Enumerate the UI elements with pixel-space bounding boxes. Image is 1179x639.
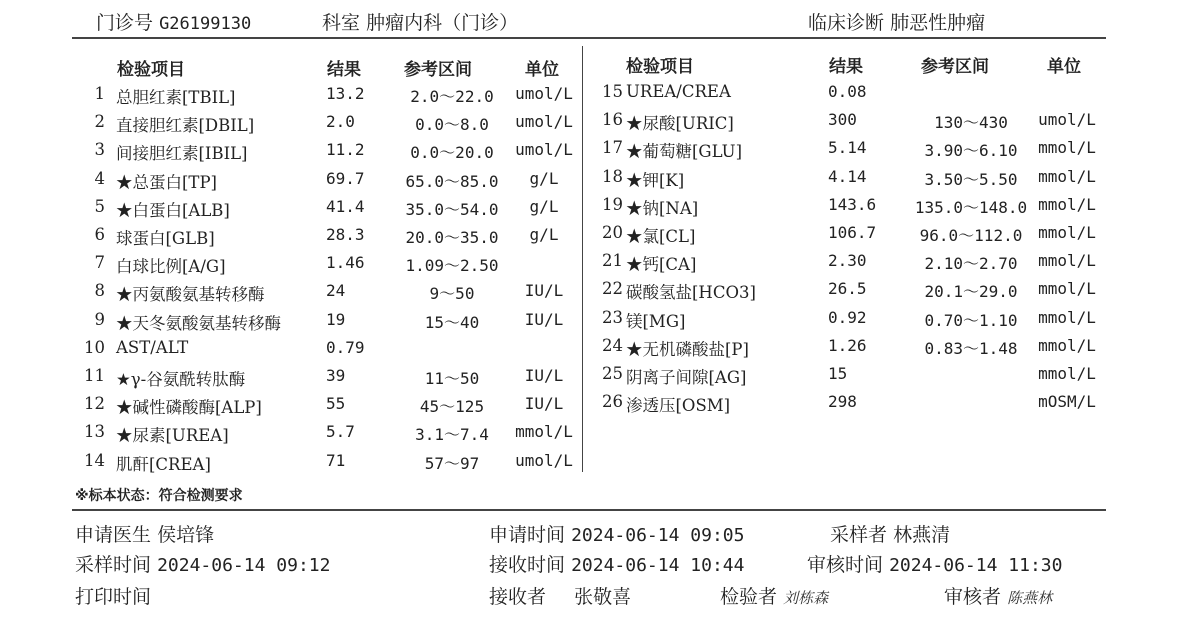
cell-unit: mmol/L <box>1038 138 1096 158</box>
clinic-number <box>96 8 251 35</box>
department <box>322 8 518 35</box>
cell-result: 1.46 <box>326 253 365 273</box>
request-time-label: 申请时间 <box>489 524 566 546</box>
cell-result: 19 <box>326 309 346 329</box>
cell-name: ★白蛋白[ALB] <box>116 200 230 220</box>
left-header-unit: 单位 <box>525 60 559 80</box>
clinical-diagnosis-label: 临床诊断 <box>808 12 885 34</box>
cell-name: 总胆红素[TBIL] <box>116 88 236 107</box>
cell-result: 55 <box>326 394 346 414</box>
cell-name: ★尿酸[URIC] <box>626 114 734 134</box>
cell-result: 298 <box>828 392 857 412</box>
cell-name: ★γ-谷氨酰转肽酶 <box>116 370 246 389</box>
cell-unit: mmol/L <box>1038 307 1096 327</box>
cell-result: 71 <box>326 450 346 470</box>
cell-unit: mmol/L <box>1038 223 1096 242</box>
clinical-diagnosis <box>808 8 985 35</box>
cell-unit: IU/L <box>524 394 564 414</box>
header-rule <box>72 37 1106 39</box>
cell-result: 15 <box>828 364 848 383</box>
left-header-range: 参考区间 <box>404 60 472 80</box>
cell-result: 2.30 <box>828 251 867 271</box>
receiver <box>489 582 631 609</box>
cell-result: 2.0 <box>326 112 355 132</box>
tester-label: 检验者 <box>720 586 778 608</box>
cell-name: ★钠[NA] <box>626 198 699 218</box>
sampler-value: 林燕清 <box>893 524 951 546</box>
cell-no: 19 <box>602 194 623 214</box>
receiver-value: 张敬喜 <box>574 586 632 608</box>
cell-name: 间接胆红素[IBIL] <box>116 144 248 164</box>
right-header-range: 参考区间 <box>921 57 989 77</box>
cell-range: 0.83～1.48 <box>924 338 1018 358</box>
cell-result: 300 <box>828 110 857 130</box>
cell-range: 15～40 <box>424 312 480 332</box>
cell-unit: IU/L <box>524 366 564 385</box>
cell-unit: mOSM/L <box>1038 392 1096 412</box>
cell-no: 1 <box>94 84 105 103</box>
cell-name: 白球比例[A/G] <box>116 257 226 277</box>
audit-time-label: 审核时间 <box>807 554 884 576</box>
cell-unit: mmol/L <box>1038 279 1096 299</box>
cell-no: 9 <box>94 309 105 329</box>
right-header-unit: 单位 <box>1047 57 1081 77</box>
cell-range: 20.0～35.0 <box>405 228 499 247</box>
cell-result: 69.7 <box>326 168 365 188</box>
sampling-time-value: 2024-06-14 09:12 <box>157 555 331 576</box>
cell-no: 6 <box>94 225 105 244</box>
cell-unit: mmol/L <box>1038 251 1096 271</box>
cell-unit: IU/L <box>524 309 564 329</box>
cell-result: 0.92 <box>828 307 867 327</box>
cell-range: 130～430 <box>934 113 1008 133</box>
cell-name: ★尿素[UREA] <box>116 426 229 446</box>
specimen-status-note: ※标本状态：符合检测要求 <box>75 488 243 504</box>
cell-unit: mmol/L <box>1038 335 1096 355</box>
cell-result: 5.7 <box>326 422 355 442</box>
receive-time-label: 接收时间 <box>489 554 566 576</box>
cell-result: 26.5 <box>828 279 867 299</box>
cell-range: 96.0～112.0 <box>919 226 1023 245</box>
cell-name: AST/ALT <box>116 337 189 357</box>
cell-name: ★总蛋白[TP] <box>116 172 217 192</box>
cell-range: 2.0～22.0 <box>410 87 494 106</box>
cell-no: 18 <box>602 166 623 186</box>
cell-range: 45～125 <box>419 397 485 417</box>
cell-name: 直接胆红素[DBIL] <box>116 116 255 136</box>
cell-name: ★无机磷酸盐[P] <box>626 339 749 359</box>
cell-no: 5 <box>94 196 105 216</box>
sampling-time-label: 采样时间 <box>75 554 152 576</box>
department-value: 肿瘤内科（门诊） <box>366 12 519 34</box>
cell-name: ★钾[K] <box>626 170 685 190</box>
cell-result: 39 <box>326 366 346 385</box>
cell-range: 135.0～148.0 <box>914 197 1028 217</box>
cell-range: 0.0～8.0 <box>415 115 489 135</box>
table-divider <box>582 46 583 472</box>
cell-no: 2 <box>94 112 105 132</box>
requesting-doctor-label: 申请医生 <box>75 524 152 546</box>
receiver-label: 接收者 <box>489 586 547 608</box>
cell-no: 12 <box>84 394 105 414</box>
cell-name: 碳酸氢盐[HCO3] <box>626 283 756 303</box>
auditor-label: 审核者 <box>944 586 1002 608</box>
right-header-item: 检验项目 <box>626 57 694 77</box>
cell-name: 镁[MG] <box>626 311 686 331</box>
cell-result: 13.2 <box>326 84 365 103</box>
cell-name: ★丙氨酸氨基转移酶 <box>116 285 265 305</box>
cell-range: 0.70～1.10 <box>924 310 1018 330</box>
audit-time-value: 2024-06-14 11:30 <box>889 555 1063 576</box>
cell-no: 7 <box>94 253 105 273</box>
cell-result: 41.4 <box>326 196 365 216</box>
cell-range: 35.0～54.0 <box>405 199 499 219</box>
request-time <box>489 520 744 547</box>
cell-name: ★钙[CA] <box>626 255 697 275</box>
cell-no: 22 <box>602 279 623 299</box>
receive-time <box>489 550 744 577</box>
cell-name: ★天冬氨酸氨基转移酶 <box>116 313 281 333</box>
cell-range: 57～97 <box>424 453 480 473</box>
cell-unit: umol/L <box>515 140 573 160</box>
cell-no: 17 <box>602 138 623 158</box>
tester <box>720 582 828 609</box>
cell-unit: g/L <box>529 225 559 244</box>
cell-unit: IU/L <box>524 281 564 301</box>
cell-range: 3.50～5.50 <box>924 169 1018 189</box>
cell-no: 8 <box>94 281 105 301</box>
auditor <box>944 582 1052 609</box>
cell-no: 23 <box>602 307 623 327</box>
requesting-doctor <box>75 520 214 547</box>
cell-no: 21 <box>602 251 623 271</box>
cell-unit: umol/L <box>515 84 573 103</box>
cell-result: 5.14 <box>828 138 867 158</box>
cell-unit: g/L <box>529 168 559 188</box>
cell-result: 4.14 <box>828 166 867 186</box>
cell-no: 11 <box>84 366 105 385</box>
tester-signature: 刘栋森 <box>783 589 829 607</box>
auditor-signature: 陈燕林 <box>1007 589 1053 607</box>
audit-time <box>807 550 1062 577</box>
sampler <box>830 520 950 547</box>
cell-unit: g/L <box>529 196 559 216</box>
cell-no: 4 <box>94 168 105 188</box>
left-header-result: 结果 <box>327 60 361 80</box>
cell-result: 0.79 <box>326 337 365 357</box>
cell-no: 15 <box>602 82 623 101</box>
cell-result: 1.26 <box>828 335 867 355</box>
cell-range: 20.1～29.0 <box>924 282 1018 302</box>
cell-result: 28.3 <box>326 225 365 244</box>
right-header-result: 结果 <box>829 57 863 77</box>
clinic-number-label: 门诊号 <box>96 12 154 34</box>
cell-result: 143.6 <box>828 194 877 214</box>
cell-range: 1.09～2.50 <box>405 256 499 276</box>
cell-name: 渗透压[OSM] <box>626 396 731 416</box>
cell-no: 13 <box>84 422 105 442</box>
cell-no: 20 <box>602 223 623 242</box>
cell-unit: umol/L <box>1038 110 1096 130</box>
cell-range: 65.0～85.0 <box>405 171 499 191</box>
sampler-label: 采样者 <box>830 524 888 546</box>
department-label: 科室 <box>322 12 361 34</box>
cell-no: 14 <box>84 450 105 470</box>
clinical-diagnosis-value: 肺恶性肿瘤 <box>890 12 986 34</box>
cell-range: 9～50 <box>429 284 475 304</box>
cell-name: 阴离子间隙[AG] <box>626 368 747 387</box>
cell-unit: umol/L <box>515 112 573 132</box>
cell-name: ★氯[CL] <box>626 227 696 246</box>
cell-result: 24 <box>326 281 346 301</box>
cell-unit: mmol/L <box>1038 166 1096 186</box>
cell-range: 3.1～7.4 <box>415 425 489 445</box>
cell-unit: mmol/L <box>1038 194 1096 214</box>
print-time <box>75 582 151 609</box>
cell-no: 26 <box>602 392 623 412</box>
cell-unit: umol/L <box>515 450 573 470</box>
footer-rule <box>72 509 1106 511</box>
cell-name: 肌酐[CREA] <box>116 454 211 474</box>
cell-name: ★葡萄糖[GLU] <box>626 142 743 162</box>
cell-name: 球蛋白[GLB] <box>116 229 215 248</box>
cell-no: 10 <box>84 337 105 357</box>
print-time-label: 打印时间 <box>75 586 152 608</box>
cell-range: 2.10～2.70 <box>924 254 1018 274</box>
cell-result: 11.2 <box>326 140 365 160</box>
receive-time-value: 2024-06-14 10:44 <box>571 555 745 576</box>
cell-no: 24 <box>602 335 623 355</box>
cell-no: 3 <box>94 140 105 160</box>
cell-name: UREA/CREA <box>626 82 731 101</box>
cell-name: ★碱性磷酸酶[ALP] <box>116 398 262 418</box>
cell-range: 0.0～20.0 <box>410 143 494 163</box>
cell-unit: mmol/L <box>1038 364 1096 383</box>
cell-no: 16 <box>602 110 623 130</box>
cell-result: 0.08 <box>828 82 867 101</box>
cell-range: 11～50 <box>424 369 480 388</box>
request-time-value: 2024-06-14 09:05 <box>571 525 745 546</box>
cell-range: 3.90～6.10 <box>924 141 1018 161</box>
requesting-doctor-value: 侯培锋 <box>157 524 215 546</box>
sampling-time <box>75 550 330 577</box>
left-header-item: 检验项目 <box>117 60 185 80</box>
cell-result: 106.7 <box>828 223 877 242</box>
cell-unit: mmol/L <box>515 422 573 442</box>
clinic-number-value: G26199130 <box>159 14 252 34</box>
cell-no: 25 <box>602 364 623 383</box>
